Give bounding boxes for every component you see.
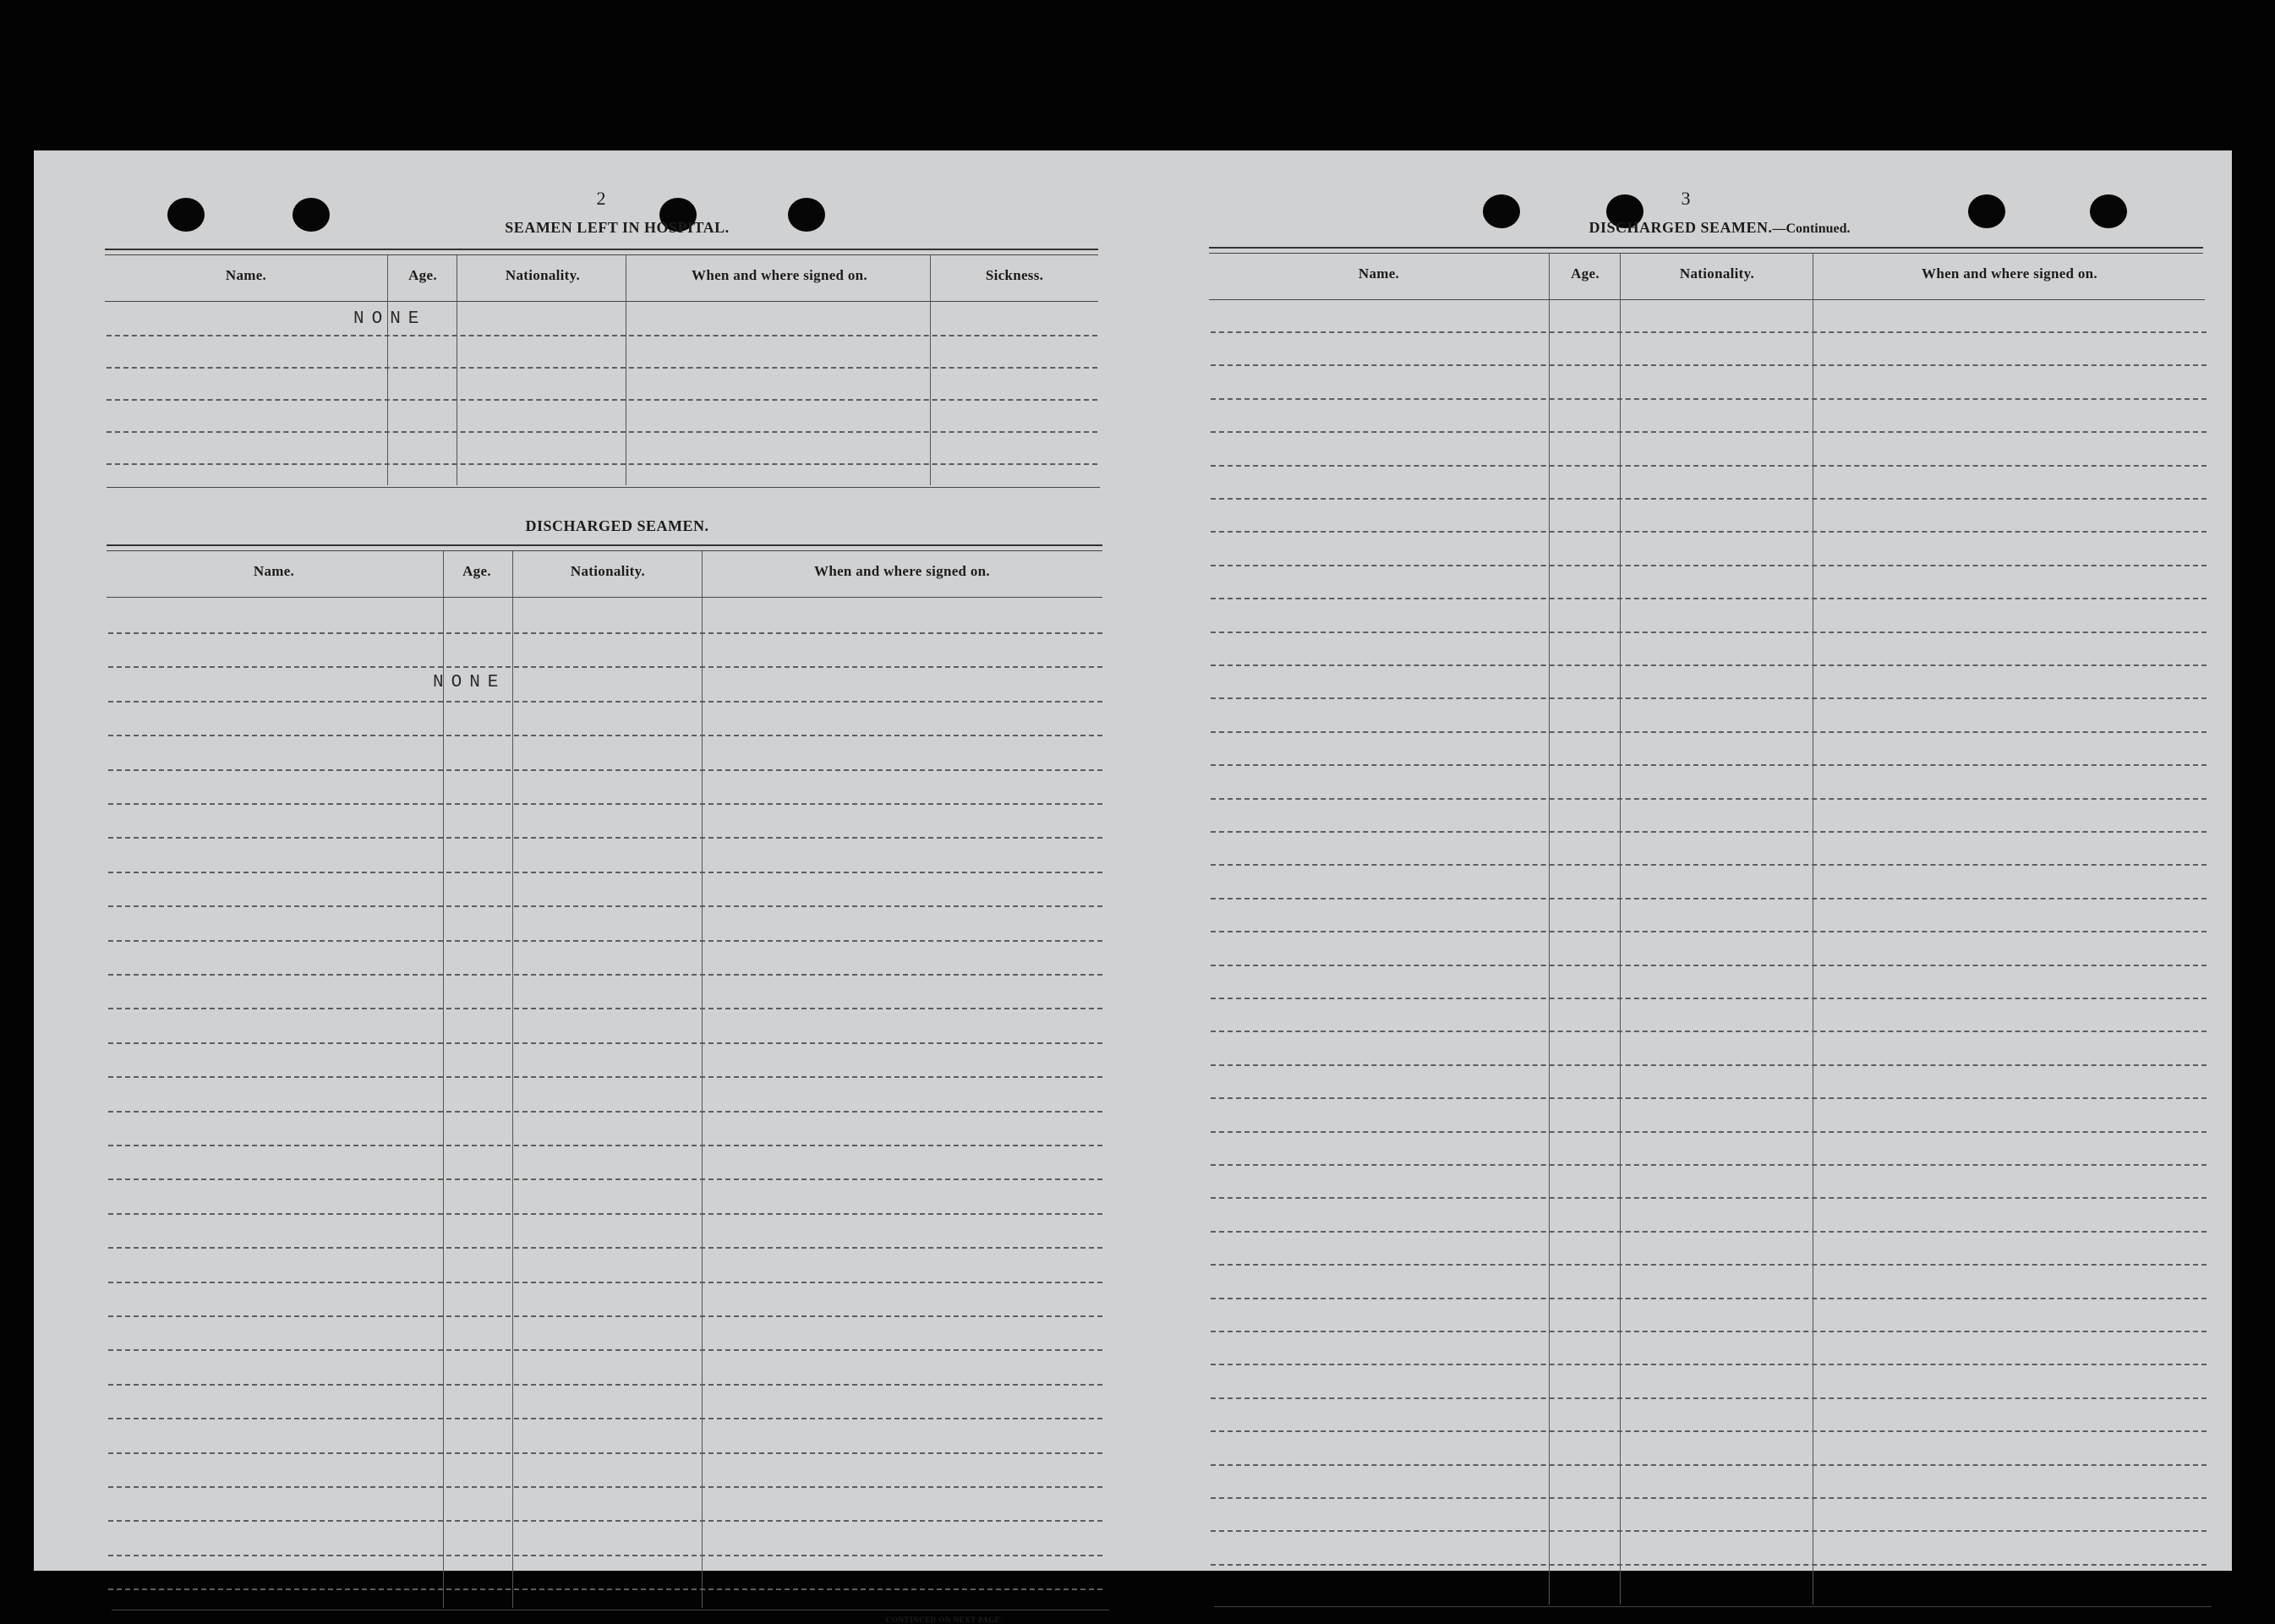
ruled-row: [1211, 1331, 2207, 1332]
ruled-row: [108, 1282, 1102, 1283]
col-header-nationality: Nationality.: [570, 563, 646, 579]
binder-hole: [167, 198, 205, 232]
hospital-section-title: SEAMEN LEFT IN HOSPITAL.: [505, 219, 730, 236]
col-header-nationality: Nationality.: [505, 267, 581, 283]
title-suffix: —Continued.: [1772, 221, 1851, 236]
ruled-row: [1211, 1430, 2207, 1432]
ruled-row: [1211, 998, 2207, 999]
header-rule: [105, 301, 1098, 302]
ruled-row: [1211, 898, 2207, 899]
ruled-row: [108, 1145, 1102, 1146]
header-rule: [107, 597, 1102, 598]
ruled-row: [1211, 731, 2207, 733]
ruled-row: [1211, 1564, 2207, 1566]
ruled-row: [1211, 431, 2207, 433]
col-header-age: Age.: [408, 267, 437, 283]
table-bottom-rule: [107, 487, 1100, 488]
page-number-left: 2: [596, 188, 606, 209]
ruled-row: [107, 367, 1097, 369]
ruled-row: [108, 666, 1102, 668]
ruled-row: [108, 1008, 1102, 1009]
ruled-row: [1211, 664, 2207, 666]
ruled-row: [108, 1178, 1102, 1180]
ruled-row: [1211, 864, 2207, 866]
ruled-row: [1211, 1097, 2207, 1099]
column-divider: [1549, 254, 1550, 1605]
ruled-row: [1211, 1264, 2207, 1266]
ruled-row: [108, 1555, 1102, 1556]
ruled-row: [108, 974, 1102, 976]
ruled-row: [1211, 965, 2207, 966]
col-header-name: Name.: [1358, 265, 1400, 282]
discharged-none-entry: NONE: [433, 673, 506, 692]
ruled-row: [108, 1349, 1102, 1351]
ruled-row: [107, 463, 1097, 465]
title-rule: [105, 249, 1098, 255]
binder-hole: [293, 198, 330, 232]
ruled-row: [1211, 697, 2207, 699]
ledger-spread: [34, 150, 2232, 1624]
ruled-row: [1211, 1497, 2207, 1499]
ruled-row: [108, 1520, 1102, 1522]
ruled-row: [108, 701, 1102, 703]
ruled-row: [108, 1418, 1102, 1419]
ruled-row: [1211, 1164, 2207, 1166]
ruled-row: [108, 940, 1102, 942]
ruled-row: [108, 1486, 1102, 1488]
table-bottom-rule: [1214, 1606, 2212, 1607]
ruled-row: [1211, 764, 2207, 766]
ruled-row: [1211, 831, 2207, 833]
column-divider: [387, 255, 388, 485]
col-header-signed-on: When and where signed on.: [1922, 265, 2097, 282]
discharged-continued-title: [1534, 219, 1906, 237]
ruled-row: [108, 1042, 1102, 1044]
header-rule: [1209, 299, 2205, 300]
hospital-none-entry: NONE: [353, 309, 427, 329]
ruled-row: [1211, 632, 2207, 633]
col-header-signed-on: When and where signed on.: [814, 563, 990, 579]
ruled-row: [108, 632, 1102, 634]
ruled-row: [108, 1111, 1102, 1113]
ruled-row: [1211, 598, 2207, 599]
ruled-row: [108, 905, 1102, 907]
ruled-row: [1211, 398, 2207, 400]
ruled-row: [1211, 1364, 2207, 1365]
binder-hole: [2090, 194, 2127, 228]
ruled-row: [108, 1452, 1102, 1454]
ruled-row: [1211, 498, 2207, 500]
column-divider: [702, 551, 703, 1608]
col-header-nationality: Nationality.: [1679, 265, 1755, 282]
ruled-row: [1211, 1064, 2207, 1066]
ruled-row: [1211, 1197, 2207, 1199]
title-rule: [107, 544, 1102, 551]
ruled-row: [108, 803, 1102, 805]
ruled-row: [108, 1213, 1102, 1215]
ruled-row: [108, 1247, 1102, 1249]
ruled-row: [108, 1076, 1102, 1078]
ruled-row: [1211, 531, 2207, 533]
col-header-name: Name.: [253, 563, 295, 579]
binder-hole: [1968, 194, 2005, 228]
column-divider: [512, 551, 513, 1608]
col-header-age: Age.: [462, 563, 491, 579]
ruled-row: [108, 872, 1102, 873]
ruled-row: [108, 769, 1102, 771]
title-rule: [1209, 247, 2203, 254]
ruled-row: [1211, 931, 2207, 932]
column-divider: [443, 551, 444, 1608]
col-header-sickness: Sickness.: [985, 267, 1044, 283]
binder-hole: [1483, 194, 1520, 228]
page-number-right: 3: [1681, 188, 1691, 209]
ruled-row: [1211, 331, 2207, 333]
continued-note: CONTINUED ON NEXT PAGE.: [886, 1616, 1004, 1624]
ruled-row: [107, 399, 1097, 401]
ruled-row: [1211, 565, 2207, 566]
ruled-row: [1211, 364, 2207, 366]
title-main: DISCHARGED SEAMEN.: [1589, 219, 1773, 236]
ruled-row: [1211, 1131, 2207, 1133]
ruled-row: [107, 431, 1097, 433]
ruled-row: [108, 735, 1102, 736]
ruled-row: [108, 1384, 1102, 1386]
col-header-signed-on: When and where signed on.: [692, 267, 867, 283]
ruled-row: [1211, 465, 2207, 467]
ruled-row: [1211, 1530, 2207, 1532]
ruled-row: [1211, 798, 2207, 800]
ruled-row: [1211, 1231, 2207, 1233]
col-header-name: Name.: [225, 267, 267, 283]
ruled-row: [1211, 1397, 2207, 1399]
ruled-row: [108, 1588, 1102, 1590]
ruled-row: [1211, 1031, 2207, 1032]
ruled-row: [108, 1315, 1102, 1317]
ruled-row: [1211, 1464, 2207, 1466]
ruled-row: [107, 335, 1097, 336]
col-header-age: Age.: [1571, 265, 1600, 282]
ruled-row: [1211, 1298, 2207, 1299]
discharged-section-title: DISCHARGED SEAMEN.: [525, 517, 709, 534]
column-divider: [1620, 254, 1621, 1605]
ruled-row: [108, 837, 1102, 839]
column-divider: [930, 255, 931, 485]
